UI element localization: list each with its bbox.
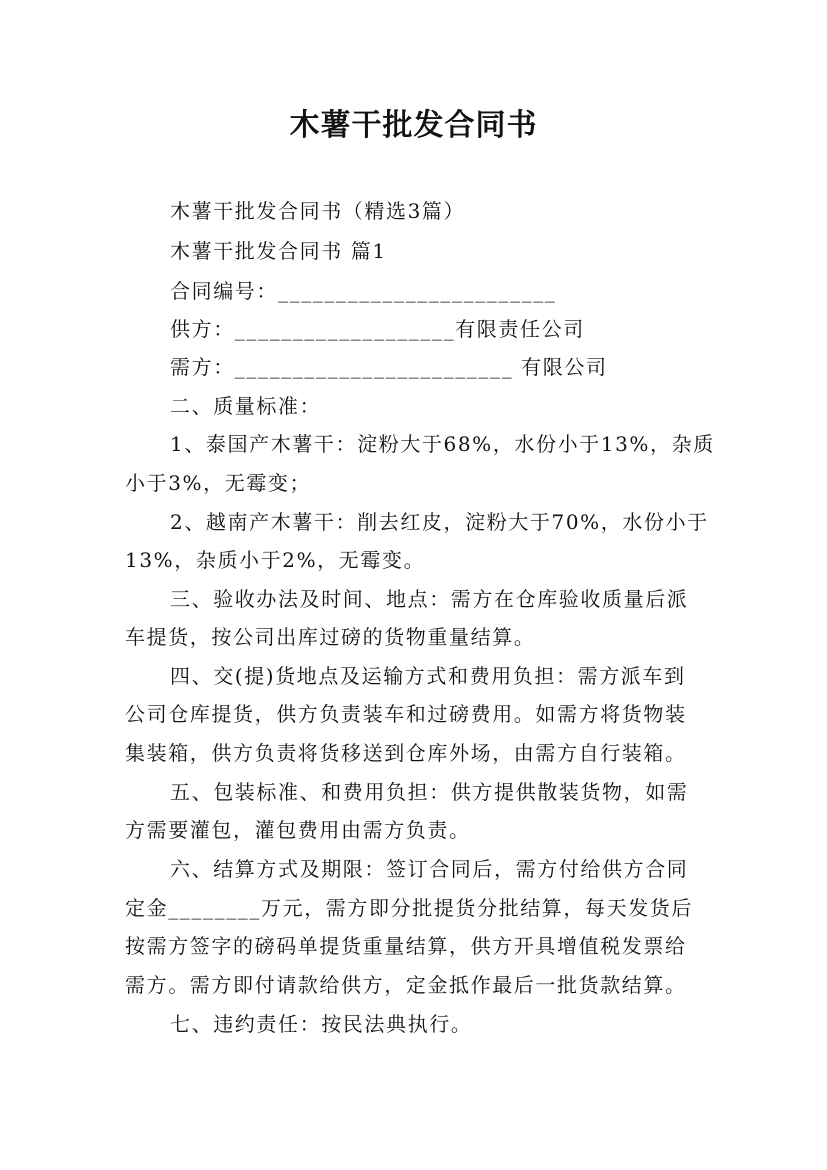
paragraph-line: 三、验收办法及时间、地点：需方在仓库验收质量后派 bbox=[170, 587, 689, 611]
paragraph-line: 方需要灌包，灌包费用由需方负责。 bbox=[125, 818, 471, 842]
paragraph-line: 1、泰国产木薯干：淀粉大于68%，水份小于13%，杂质 bbox=[170, 432, 715, 456]
paragraph-line: 五、包装标准、和费用负担：供方提供散装货物，如需 bbox=[170, 780, 689, 804]
subtitle-line: 木薯干批发合同书（精选3篇） bbox=[170, 199, 466, 223]
paragraph-line: 需方。需方即付请款给供方，定金抵作最后一批货款结算。 bbox=[125, 973, 687, 997]
section-heading: 木薯干批发合同书 篇1 bbox=[170, 239, 387, 263]
paragraph-line: 公司仓库提货，供方负责装车和过磅费用。如需方将货物装 bbox=[125, 702, 687, 726]
paragraph-line: 六、结算方式及期限：签订合同后，需方付给供方合同 bbox=[170, 857, 689, 881]
paragraph-line: 四、交(提)货地点及运输方式和费用负担：需方派车到 bbox=[170, 664, 686, 688]
paragraph-line: 七、违约责任：按民法典执行。 bbox=[170, 1012, 473, 1036]
paragraph-line: 2、越南产木薯干：削去红皮，淀粉大于70%，水份小于 bbox=[170, 510, 709, 534]
paragraph-line: 小于3%，无霉变； bbox=[125, 471, 312, 495]
document-title: 木薯干批发合同书 bbox=[289, 108, 538, 143]
supplier-line: 供方：___________________有限责任公司 bbox=[170, 317, 585, 341]
buyer-line: 需方：________________________ 有限公司 bbox=[170, 355, 608, 379]
paragraph-line: 车提货，按公司出库过磅的货物重量结算。 bbox=[125, 625, 536, 649]
contract-number-line: 合同编号：________________________ bbox=[170, 279, 557, 303]
paragraph-line: 13%，杂质小于2%，无霉变。 bbox=[125, 548, 426, 572]
clause-heading: 二、质量标准： bbox=[170, 394, 322, 418]
paragraph-line: 定金________万元，需方即分批提货分批结算，每天发货后 bbox=[125, 896, 693, 920]
paragraph-line: 按需方签字的磅码单提货重量结算，供方开具增值税发票给 bbox=[125, 934, 687, 958]
paragraph-line: 集装箱，供方负责将货移送到仓库外场，由需方自行装箱。 bbox=[125, 741, 687, 765]
